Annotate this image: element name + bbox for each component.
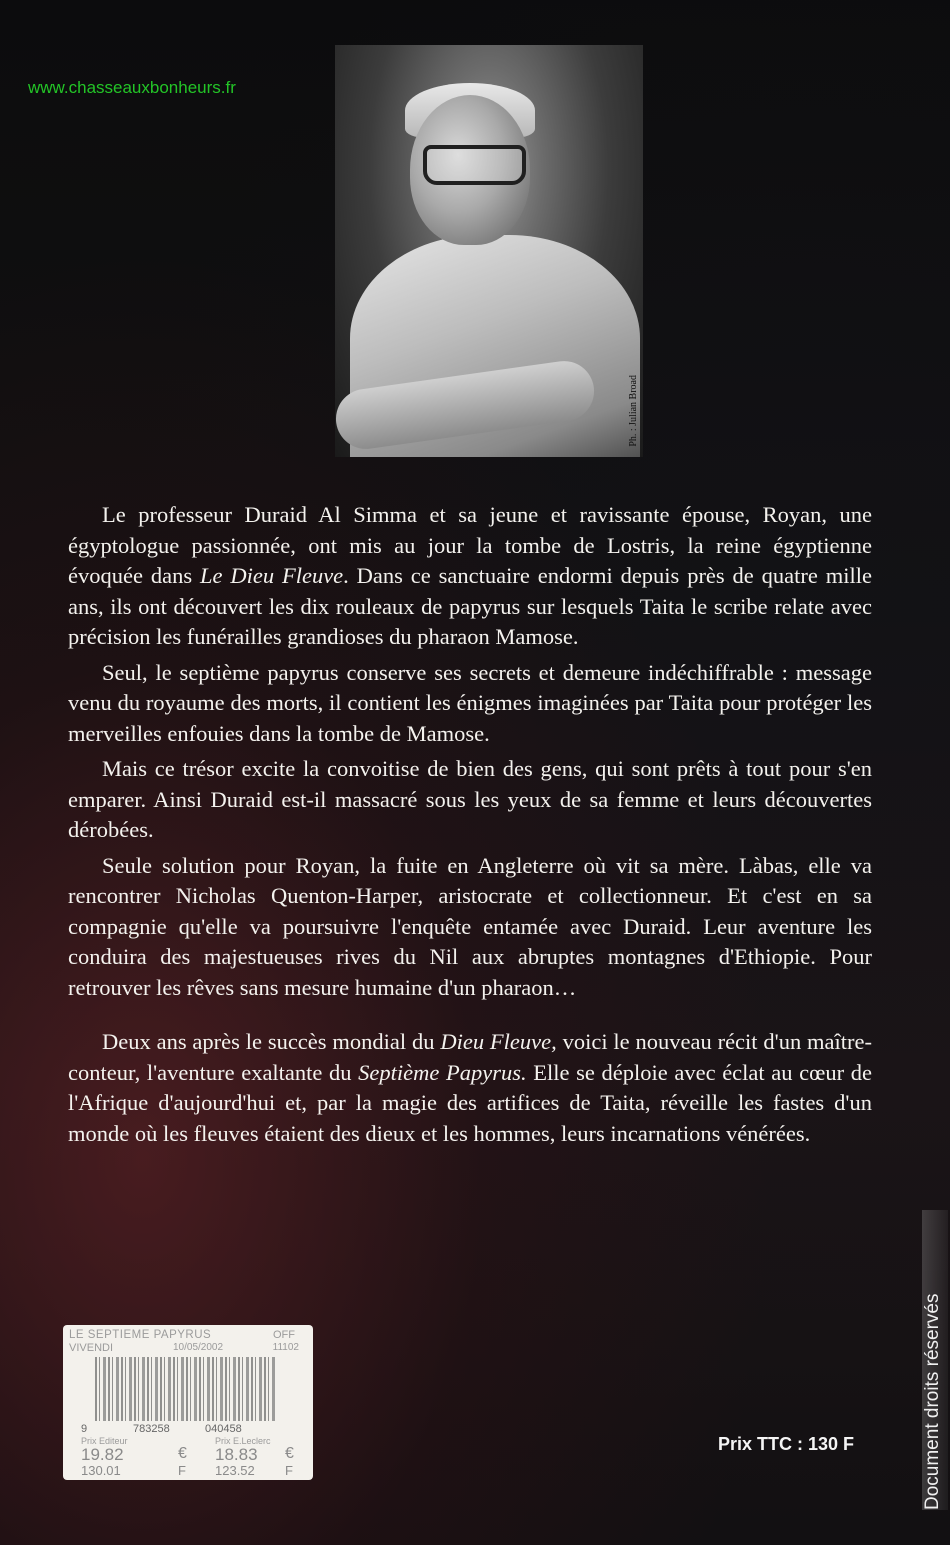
blurb-text: Le professeur Duraid Al Simma et sa jeune et ravissante épouse, Royan, une égyptologue passionnée, ont mis au jour la tombe de Lostris, la reine égyptienne évoquée dans (68, 502, 872, 588)
currency-eur: € (178, 1445, 187, 1462)
blurb-paragraph-3: Mais ce trésor excite la convoitise de bien des gens, qui sont prêts à tout pour s'en emparer. Ainsi Duraid est-il massacré sous les yeux de sa femme et leurs découvertes dérobées. (68, 756, 872, 842)
rights-notice: Document droits réservés (922, 1210, 948, 1510)
author-photo (335, 45, 643, 457)
sticker-date: 10/05/2002 (173, 1342, 224, 1353)
back-cover-blurb (68, 500, 872, 1154)
sticker-code: OFF (273, 1329, 295, 1341)
blurb-paragraph-2: Seul, le septième papyrus conserve ses secrets et demeure indéchiffrable : message venu du royaume des morts, il contient les énigmes imaginées par Taita pour protéger les merveilles enfouies dans la tombe de Mamose. (68, 659, 872, 746)
book-title-reference: Dieu Fleuve, (440, 1029, 557, 1054)
photo-glasses (423, 145, 526, 185)
price-ttc: Prix TTC : 130 F (718, 1434, 855, 1454)
book-title-reference: Septième Papyrus. (358, 1059, 527, 1085)
sticker-ref: 11102 (272, 1342, 299, 1353)
editor-price-frf: 130.01 (81, 1463, 121, 1478)
barcode-digits: 783258 (133, 1423, 170, 1435)
leclerc-price-eur: 18.83 (215, 1445, 258, 1464)
blurb-text: voici le nouveau récit d'un maître-conteur, l'aventure exaltante du (68, 1029, 873, 1085)
sticker-title: LE SEPTIEME PAPYRUS (69, 1329, 212, 1341)
blurb-text: Elle se déploie avec éclat au cœur de l'Afrique d'aujourd'hui et, par la magie des artifices de Taita, réveille les fastes d'un monde où les fleuves étaient des dieux et les hommes, leurs incarnations vénérées. (68, 1059, 872, 1146)
leclerc-price-frf: 123.52 (215, 1463, 255, 1478)
photo-credit: Ph. : Julian Broad (628, 375, 639, 447)
currency-frf: F (178, 1463, 186, 1478)
editor-price-eur: 19.82 (81, 1445, 124, 1464)
blurb-text: Deux ans après le succès mondial du (102, 1029, 441, 1054)
price-sticker (63, 1325, 313, 1480)
blurb-paragraph-4: Seule solution pour Royan, la fuite en Angleterre où vit sa mère. Làbas, elle va rencontrer Nicholas Quenton-Harper, aristocrate et collectionneur. Et c'est en sa compagnie qu'elle va poursuivre l'enquête entamée avec Duraid. Leur aventure les conduira des majestueuses rives du Nil aux abruptes montagnes d'Ethiopie. Pour retrouver les rêves sans mesure humaine d'un pharaon… (68, 852, 872, 1000)
label-leclerc-price: Prix E.Leclerc (215, 1436, 271, 1446)
sticker-publisher: VIVENDI (69, 1342, 114, 1354)
barcode-digits: 040458 (205, 1423, 242, 1435)
barcode (95, 1357, 275, 1421)
blurb-paragraph-5 (68, 1027, 872, 1149)
currency-frf: F (285, 1463, 293, 1478)
label-editor-price: Prix Editeur (81, 1436, 128, 1446)
book-title-reference: Le Dieu Fleuve (199, 563, 344, 588)
barcode-digit: 9 (81, 1423, 88, 1435)
blurb-text: . Dans ce sanctuaire endormi depuis près de quatre mille ans, ils ont découvert les dix rouleaux de papyrus sur lesquels Taita le scribe relate avec précision les funérailles grandioses du pharaon Mamose. (68, 563, 873, 649)
currency-eur: € (285, 1445, 294, 1462)
watermark-url[interactable]: www.chasseauxbonheurs.fr (28, 78, 236, 97)
blurb-paragraph-1 (68, 500, 872, 653)
